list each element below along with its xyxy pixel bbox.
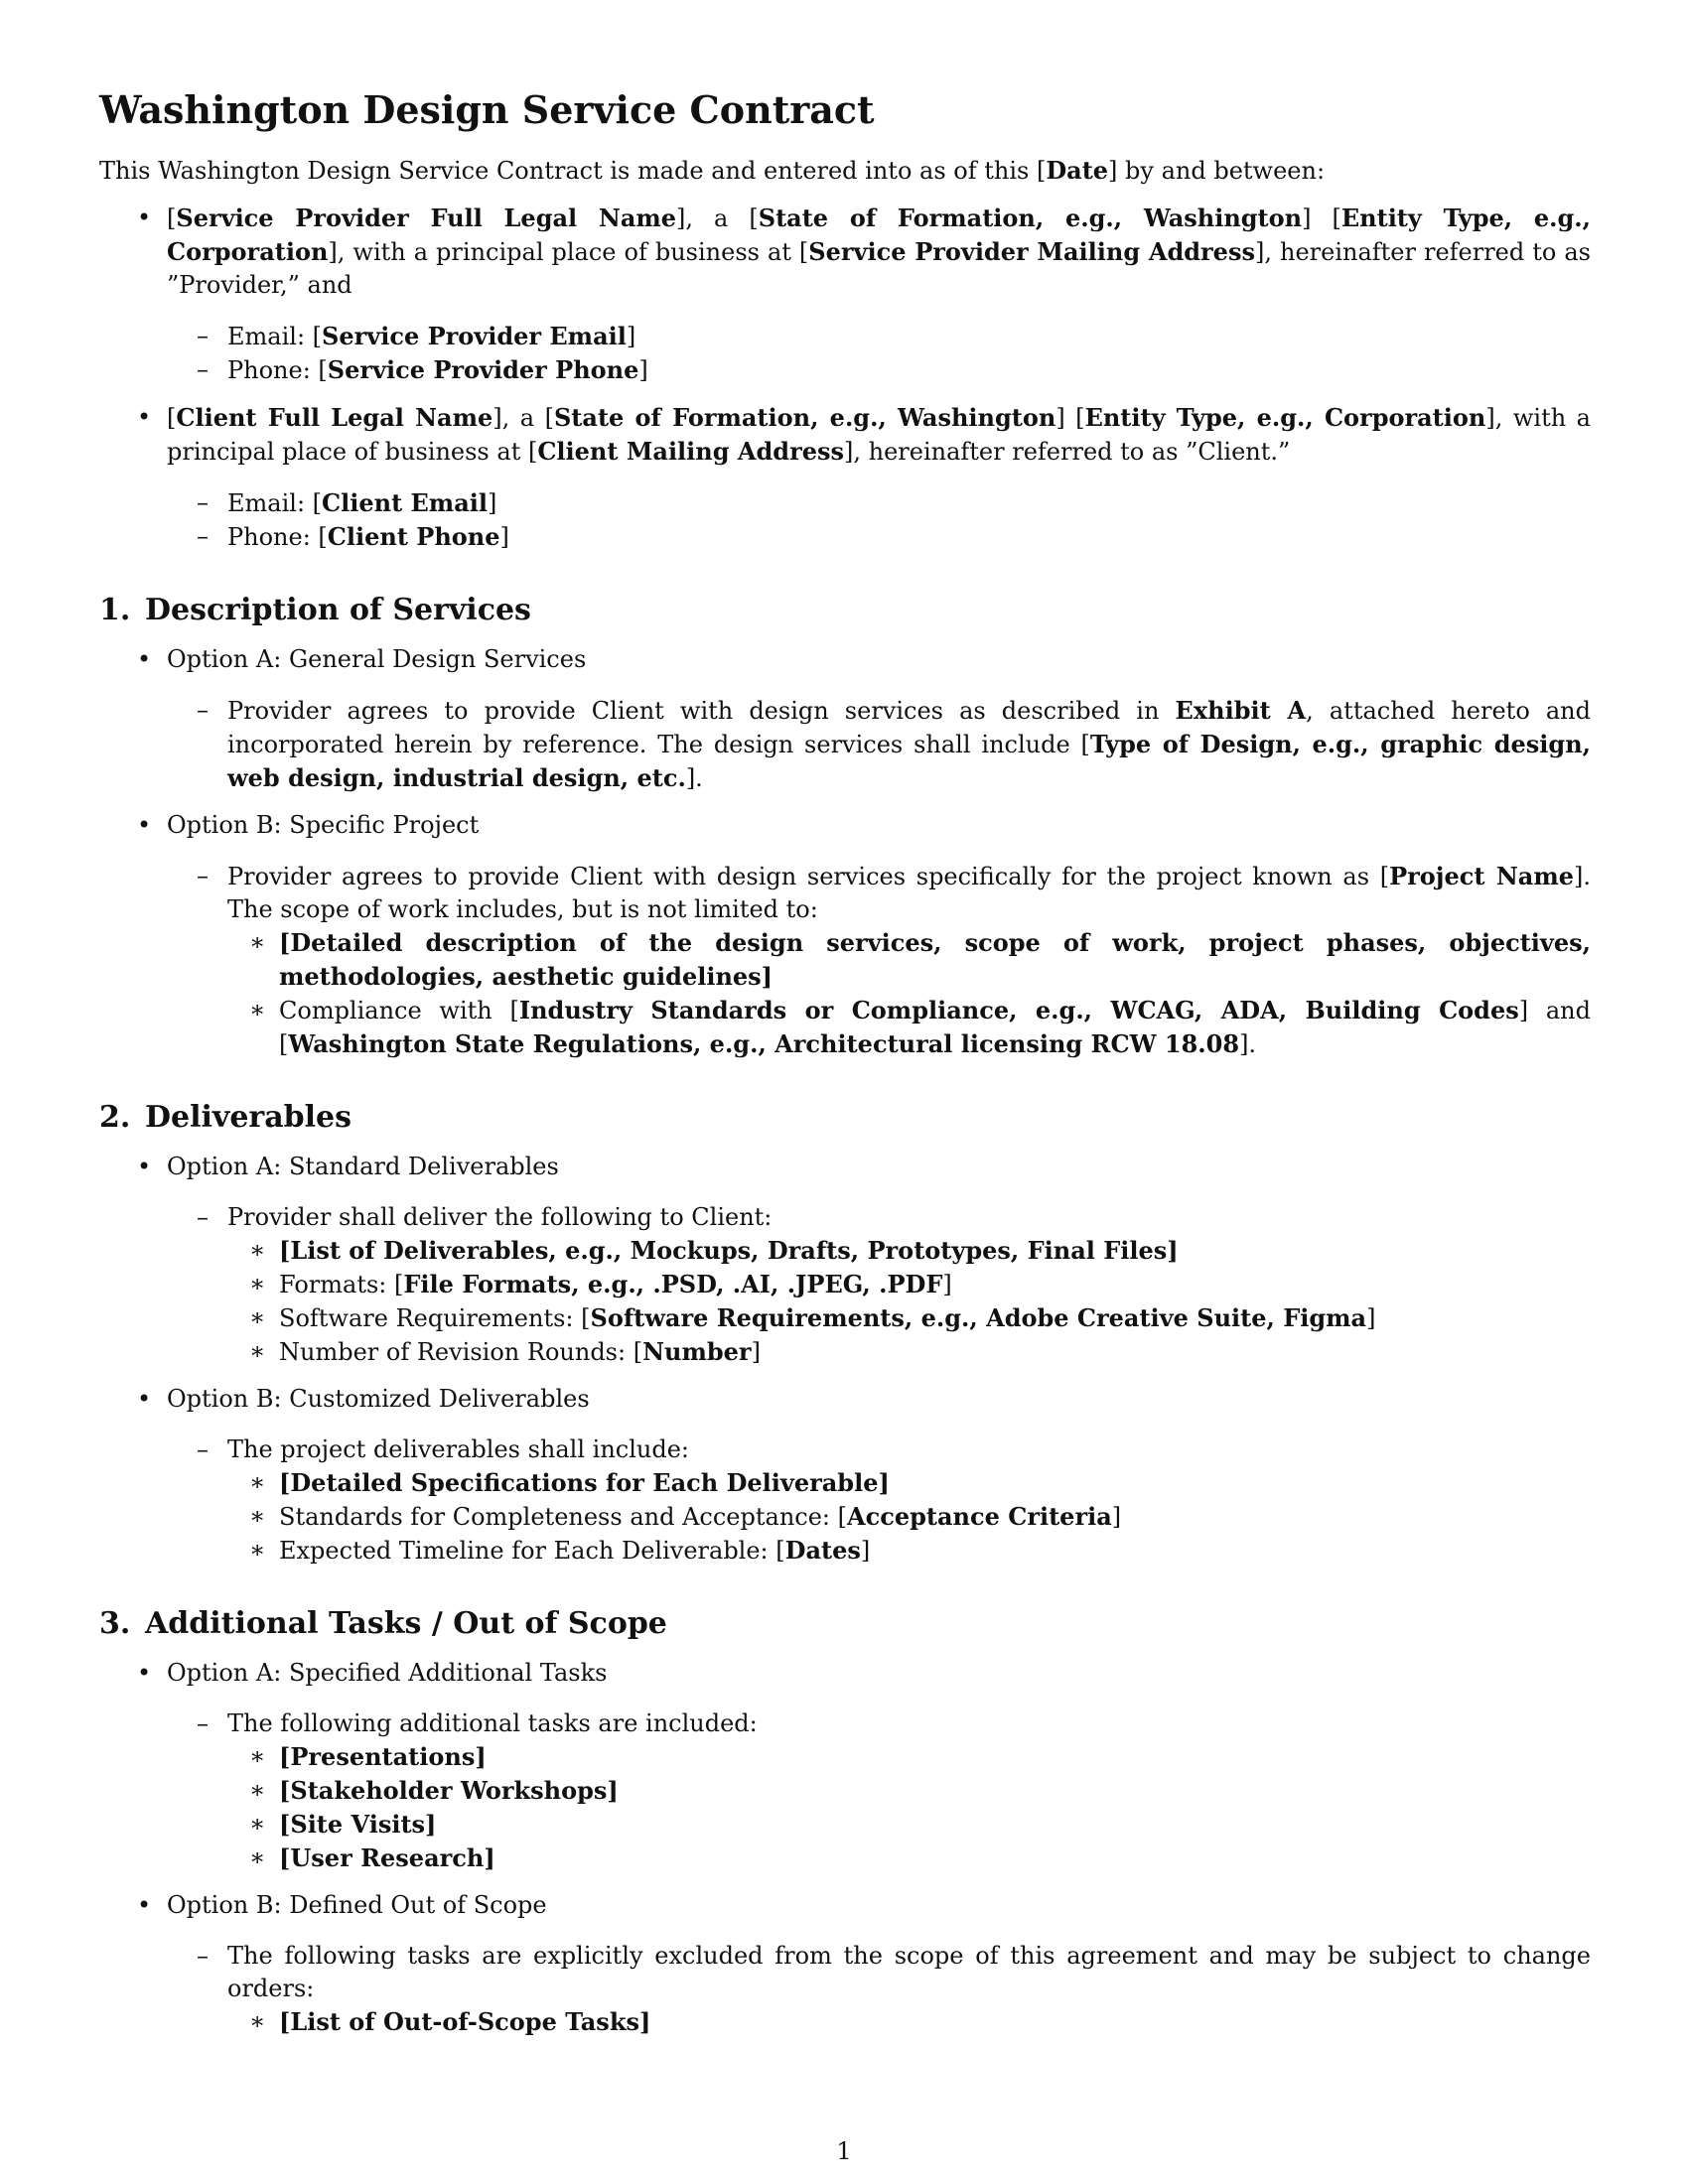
s1-option-a-text: – Provider agrees to provide Client with design services as described in Exhibit A, attached hereto and incorporated herein by reference. The design services shall include [Type of Design, e.g., graphic design, web design, industrial design, etc.]. <box>99 694 1591 795</box>
intro-paragraph: This Washington Design Service Contract is made and entered into as of this [Date] by and between: <box>99 156 1326 185</box>
s3-task-item: ∗ [Stakeholder Workshops] <box>99 1774 1591 1808</box>
s2-timeline: ∗ Expected Timeline for Each Deliverable: [Dates] <box>99 1534 1591 1568</box>
s2-revision-rounds: ∗ Number of Revision Rounds: [Number] <box>99 1335 1591 1369</box>
s2-option-a: • Option A: Standard Deliverables <box>99 1151 1591 1183</box>
provider-email: – Email: [Service Provider Email] <box>99 320 1591 353</box>
party-provider: • [Service Provider Full Legal Name], a [State of Formation, e.g., Washington] [Entity Type, e.g., Corporation], with a principal place of business at [Service Provider Mailing Address], hereinafter referred to as ”Provider,” and <box>99 202 1591 302</box>
section-heading-deliverables: 2. Deliverables <box>99 1100 352 1135</box>
document-page <box>99 87 1591 2039</box>
provider-phone: – Phone: [Service Provider Phone] <box>99 353 1591 387</box>
s2-option-b-lead: – The project deliverables shall include: <box>99 1433 1591 1466</box>
s3-option-b: • Option B: Defined Out of Scope <box>99 1889 1591 1922</box>
s2-option-a-lead: – Provider shall deliver the following to Client: <box>99 1201 1591 1234</box>
s3-option-a: • Option A: Specified Additional Tasks <box>99 1657 1591 1690</box>
page-number: 1 <box>836 2137 852 2165</box>
s1-scope-item-compliance: ∗ Compliance with [Industry Standards or Compliance, e.g., WCAG, ADA, Building Codes] and [Washington State Regulations, e.g., Architectural licensing RCW 18.08]. <box>99 994 1591 1061</box>
s3-out-of-scope-item: ∗ [List of Out-of-Scope Tasks] <box>99 2005 1591 2039</box>
s3-task-item: ∗ [Presentations] <box>99 1740 1591 1774</box>
s1-option-a: • Option A: General Design Services <box>99 643 1591 676</box>
s3-option-a-lead: – The following additional tasks are included: <box>99 1707 1591 1740</box>
s3-option-b-lead: – The following tasks are explicitly excluded from the scope of this agreement and may be subject to change orders: <box>99 1940 1591 2005</box>
s2-detailed-specifications: ∗ [Detailed Specifications for Each Deliverable] <box>99 1466 1591 1500</box>
s1-scope-item-description: ∗ [Detailed description of the design services, scope of work, project phases, objectives, methodologies, aesthetic guidelines] <box>99 926 1591 994</box>
s3-task-item: ∗ [User Research] <box>99 1842 1591 1875</box>
section-heading-additional-tasks: 3. Additional Tasks / Out of Scope <box>99 1606 667 1641</box>
s2-formats: ∗ Formats: [File Formats, e.g., .PSD, .AI, .JPEG, .PDF] <box>99 1268 1591 1301</box>
s1-option-b: • Option B: Specific Project <box>99 809 1591 842</box>
s2-acceptance-criteria: ∗ Standards for Completeness and Acceptance: [Acceptance Criteria] <box>99 1500 1591 1534</box>
client-email: – Email: [Client Email] <box>99 486 1591 520</box>
party-client: • [Client Full Legal Name], a [State of Formation, e.g., Washington] [Entity Type, e.g., Corporation], with a principal place of business at [Client Mailing Address], hereinafter referred to as ”Client.” <box>99 401 1591 469</box>
client-phone: – Phone: [Client Phone] <box>99 520 1591 554</box>
s1-option-b-text: – Provider agrees to provide Client with design services specifically for the project known as [Project Name]. The scope of work includes, but is not limited to: <box>99 860 1591 926</box>
section-heading-description-of-services: 1. Description of Services <box>99 593 531 627</box>
document-title: Washington Design Service Contract <box>99 87 875 132</box>
s2-deliverables-list: ∗ [List of Deliverables, e.g., Mockups, Drafts, Prototypes, Final Files] <box>99 1234 1591 1268</box>
s2-option-b: • Option B: Customized Deliverables <box>99 1383 1591 1416</box>
s2-software-requirements: ∗ Software Requirements: [Software Requirements, e.g., Adobe Creative Suite, Figma] <box>99 1301 1591 1335</box>
s3-task-item: ∗ [Site Visits] <box>99 1808 1591 1842</box>
